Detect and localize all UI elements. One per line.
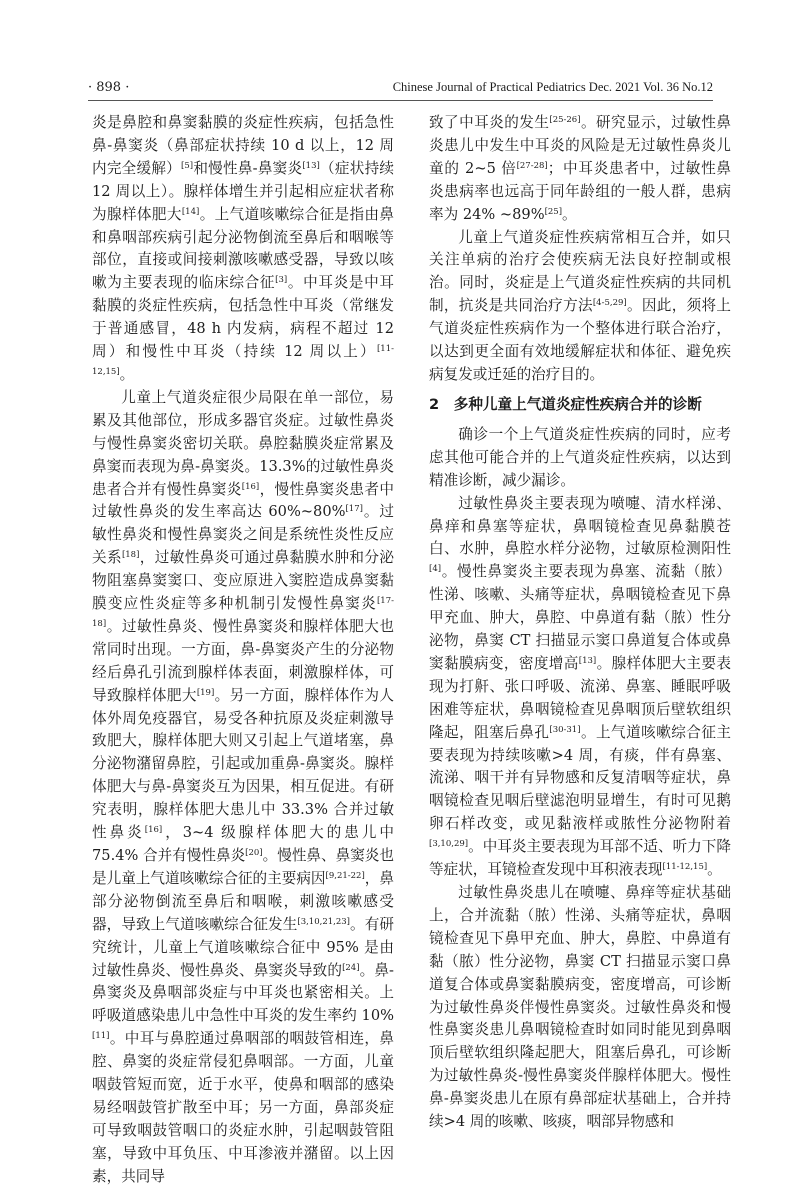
text-run: 。 [707, 861, 722, 879]
header-rule [88, 100, 713, 101]
citation-ref: [9,21-22] [325, 870, 365, 881]
body-paragraph [92, 112, 394, 387]
text-run: 。研究显示，过敏性鼻炎患儿中发生中耳炎的风险是无过敏性鼻炎儿童的 2~5 倍 [429, 114, 731, 177]
citation-ref: [17] [345, 504, 363, 515]
citation-ref: [11] [92, 1031, 110, 1042]
text-run: 过敏性鼻炎患儿在喷嚏、鼻痒等症状基础上，合并流黏（脓）性涕、头痛等症状，鼻咽镜检查见下鼻甲充血、肿大，鼻腔、中鼻道有黏（脓）性分泌物，鼻窦 CT 扫描显示窦口鼻道复合体或鼻窦黏膜病变，密度增高，可诊断为过敏性鼻炎伴慢性鼻窦炎。过敏性鼻炎和慢性鼻窦炎患儿鼻咽镜检查时如同时能见到鼻咽顶后壁软组织隆起肥大，阻塞后鼻孔，可诊断为过敏性鼻炎-慢性鼻窦炎伴腺样体肥大。慢性鼻-鼻窦炎患儿在原有鼻部症状基础上，合并持续>4 周的咳嗽、咳痰，咽部异物感和 [429, 884, 731, 1131]
text-run: 儿童上气道炎症很少局限在单一部位，易累及其他部位，形成多器官炎症。过敏性鼻炎与慢性鼻窦炎密切关联。鼻腔黏膜炎症常累及鼻窦而表现为鼻-鼻窦炎。13.3%的过敏性鼻炎患者合并有慢性鼻窦炎 [92, 388, 394, 498]
citation-ref: [25-26] [549, 115, 581, 125]
text-run: 。鼻-鼻窦炎及鼻咽部炎症与中耳炎也紧密相关。上呼吸道感染患儿中急性中耳炎的发生率约 10% [92, 961, 394, 1025]
text-run: 。 [119, 365, 135, 383]
running-header [88, 80, 713, 102]
text-run: ，鼻部分泌物倒流至鼻后和咽喉，刺激咳嗽感受器，导致上气道咳嗽综合征发生 [92, 869, 394, 933]
text-run: ，慢性鼻窦炎患者中过敏性鼻炎的发生率高达 60%~80% [92, 480, 394, 521]
text-run: 。中耳炎是中耳黏膜的炎症性疾病，包括急性中耳炎（常继发于普通感冒，48 h 内发病，病程不超过 12 周）和慢性中耳炎（持续 12 周以上） [92, 274, 394, 361]
body-paragraph [92, 387, 394, 1189]
citation-ref: [11-12,15] [92, 344, 394, 377]
text-run: 致了中耳炎的发生 [429, 114, 550, 131]
text-run: 儿童上气道炎症性疾病常相互合并，如只关注单病的治疗会使疾病无法良好控制或根治。同时，炎症是上气道炎症性疾病的共同机制，抗炎是共同治疗方法 [429, 228, 731, 315]
citation-ref: [16] [241, 481, 260, 492]
text-run: 。慢性鼻窦炎主要表现为鼻塞、流黏（脓）性涕、咳嗽、头痛等症状，鼻咽镜检查见下鼻甲充血、肿大，鼻腔、中鼻道有黏（脓）性分泌物，鼻窦 CT 扫描显示窦口鼻道复合体或鼻窦黏膜病变，密度增高 [429, 563, 731, 672]
citation-ref: [17-18] [92, 596, 394, 629]
left-column [92, 112, 394, 1189]
text-run: 和慢性鼻-鼻窦炎 [193, 159, 303, 177]
citation-ref: [3,10,21,23] [297, 916, 350, 927]
right-column [429, 112, 731, 1134]
citation-ref: [19] [196, 687, 215, 698]
citation-ref: [13] [302, 160, 320, 171]
text-run: 。上气道咳嗽综合征是指由鼻和鼻咽部疾病引起分泌物倒流至鼻后和咽喉等部位，直接或间接刺激咳嗽感受器，导致以咳嗽为主要表现的临床综合征 [92, 205, 394, 292]
citation-ref: [20] [245, 848, 263, 858]
text-run: 。过敏性鼻炎和慢性鼻窦炎之间是系统性炎性反应关系 [92, 503, 394, 567]
journal-citation: Chinese Journal of Practical Pediatrics Dec. 2021 Vol. 36 No.12 [392, 80, 713, 94]
citation-ref: [3] [275, 275, 288, 286]
body-paragraph [429, 882, 731, 1134]
body-paragraph [429, 227, 731, 387]
text-run: 。慢性鼻、鼻窦炎也是儿童上气道咳嗽综合征的主要病因 [92, 847, 394, 887]
section-heading: 2 多种儿童上气道炎症性疾病合并的诊断 [429, 395, 702, 413]
citation-ref: [25] [544, 206, 563, 217]
text-run: 。因此，须将上气道炎症性疾病作为一个整体进行联合治疗，以达到更全面有效地缓解症状和体征、避免疾病复发或迁延的治疗目的。 [429, 297, 731, 383]
citation-ref: [27-28] [516, 160, 548, 171]
text-run: 。中耳与鼻腔通过鼻咽部的咽鼓管相连，鼻腔、鼻窦的炎症常侵犯鼻咽部。一方面，儿童咽鼓管短而宽，近于水平，使鼻和咽部的感染易经咽鼓管扩散至中耳；另一方面，鼻部炎症可导致咽鼓管咽口的炎症水肿，引起咽鼓管阻塞，导致中耳负压、中耳渗液并潴留。以上因素，共同导 [92, 1030, 394, 1185]
text-run: 。 [562, 205, 577, 223]
body-paragraph [429, 112, 731, 227]
text-run: 炎是鼻腔和鼻窦黏膜的炎症性疾病，包括急性鼻-鼻窦炎（鼻部症状持续 10 d 以上，12 周内完全缓解） [92, 114, 394, 177]
citation-ref: [30-31] [549, 724, 581, 735]
text-run: 。另一方面，腺样体作为人体外周免疫器官，易受各种抗原及炎症刺激导致肥大，腺样体肥大则又引起上气道堵塞，鼻分泌物潴留鼻腔，引起或加重鼻-鼻窦炎。腺样体肥大与鼻-鼻窦炎互为因果，相互促进。有研究表明，腺样体肥大患儿中 33.3% 合并过敏性鼻炎 [92, 686, 394, 842]
text-run: ，过敏性鼻炎可通过鼻黏膜水肿和分泌物阻塞鼻窦窦口、变应原进入窦腔造成鼻窦黏膜变应性炎症等多种机制引发慢性鼻窦炎 [92, 549, 394, 613]
body-paragraph [429, 493, 731, 882]
citation-ref: [11-12,15] [662, 862, 708, 873]
text-run: （症状持续 12 周以上）。腺样体增生并引起相应症状者称为腺样体肥大 [92, 159, 394, 223]
citation-ref: [18] [121, 550, 140, 561]
citation-ref: [5] [181, 160, 194, 171]
text-run: 。上气道咳嗽综合征主要表现为持续咳嗽>4 周，有痰，伴有鼻塞、流涕、咽干并有异物感和反复清咽等症状，鼻咽镜检查见咽后壁滤泡明显增生，有时可见鹅卵石样改变，或见黏液样或脓性分泌物附着 [429, 723, 731, 833]
citation-ref: [4] [429, 564, 442, 575]
body-paragraph [429, 424, 731, 493]
text-run: 过敏性鼻炎主要表现为喷嚏、清水样涕、鼻痒和鼻塞等症状，鼻咽镜检查见鼻黏膜苍白、水肿，鼻腔水样分泌物，过敏原检测阳性 [429, 494, 731, 558]
citation-ref: [13] [578, 655, 597, 666]
citation-ref: [4-5,29] [592, 298, 627, 309]
text-run: 。过敏性鼻炎、慢性鼻窦炎和腺样体肥大也常同时出现。一方面，鼻-鼻窦炎产生的分泌物经后鼻孔引流到腺样体表面，刺激腺样体，可导致腺样体肥大 [92, 617, 394, 704]
text-run: 。腺样体肥大主要表现为打鼾、张口呼吸、流涕、鼻塞、睡眠呼吸困难等症状，鼻咽镜检查见鼻咽顶后壁软组织隆起，阻塞后鼻孔 [429, 654, 731, 741]
text-run: 。有研究统计，儿童上气道咳嗽综合征中 95% 是由过敏性鼻炎、慢性鼻炎、鼻窦炎导致的 [92, 915, 394, 979]
citation-ref: [3,10,29] [429, 839, 469, 850]
text-run: ；中耳炎患者中，过敏性鼻炎患病率也远高于同年龄组的一般人群，患病率为 24% ~89% [429, 159, 731, 223]
page-number: · 898 · [88, 80, 130, 95]
text-run: 。中耳炎主要表现为耳部不适、听力下降等症状，耳镜检查发现中耳积液表现 [429, 838, 731, 879]
text-run: 确诊一个上气道炎症性疾病的同时，应考虑其他可能合并的上气道炎症性疾病，以达到精准诊断，减少漏诊。 [429, 425, 731, 489]
citation-ref: [16] [144, 825, 163, 836]
citation-ref: [24] [342, 962, 360, 973]
citation-ref: [14] [181, 206, 200, 217]
text-run: ，3~4 级腺样体肥大的患儿中 75.4% 合并有慢性鼻炎 [92, 824, 394, 864]
